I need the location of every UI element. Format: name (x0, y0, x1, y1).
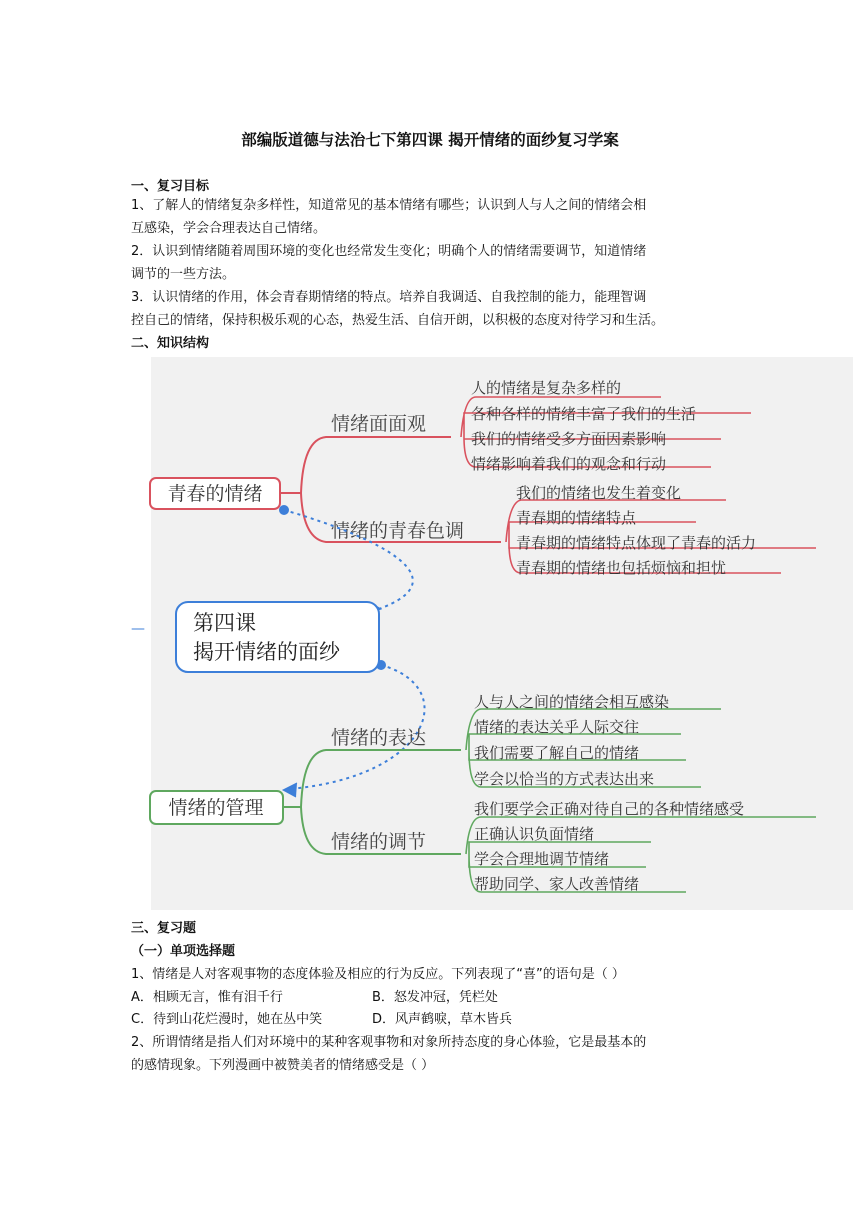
mindmap-bottom-group (150, 693, 816, 893)
center-left-mark: — (131, 621, 145, 637)
leaf-bottom1-2: 情绪的表达关乎人际交往 (474, 718, 640, 736)
goal-item-3-line1: 3．认识情绪的作用，体会青春期情绪的特点。培养自我调适、自我控制的能力，能理智调 (131, 290, 647, 305)
question-1-option-b: B．怒发冲冠，凭栏处 (372, 990, 498, 1005)
node-center-line2: 揭开情绪的面纱 (193, 640, 340, 664)
goal-item-1-line2: 互感染，学会合理表达自己情绪。 (131, 221, 327, 236)
section-heading-goals: 一、复习目标 (131, 179, 210, 194)
mindmap-top-group (150, 379, 816, 577)
node-youth-emotion-label: 青春的情绪 (167, 483, 263, 505)
leaf-top2-3: 青春期的情绪特点体现了青春的活力 (516, 534, 757, 552)
leaf-top1-3: 我们的情绪受多方面因素影响 (471, 430, 667, 448)
leaf-bottom1-1: 人与人之间的情绪会相互感染 (474, 693, 670, 711)
question-2-line1: 2、所谓情绪是指人们对环境中的某种客观事物和对象所持态度的身心体验，它是最基本的 (131, 1035, 647, 1050)
leaf-bottom1-3: 我们需要了解自己的情绪 (474, 744, 640, 762)
goals-list (131, 194, 731, 332)
node-center-line1: 第四课 (193, 611, 256, 635)
section-heading-structure: 二、知识结构 (131, 336, 210, 351)
branch-emotion-expression: 情绪的表达 (331, 727, 427, 749)
leaf-top2-2: 青春期的情绪特点 (516, 509, 637, 527)
page-title: 部编版道德与法治七下第四课 揭开情绪的面纱复习学案 (241, 131, 619, 149)
leaf-bottom2-1: 我们要学会正确对待自己的各种情绪感受 (474, 800, 745, 818)
connector-bottom-branch1 (283, 750, 461, 807)
goal-item-3-line2: 控自己的情绪，保持积极乐观的心态，热爱生活、自信开朗，以积极的态度对待学习和生活。 (131, 313, 665, 328)
question-2-line2: 的感情现象。下列漫画中被赞美者的情绪感受是（ ） (131, 1058, 435, 1073)
connector-top-branch1 (280, 437, 451, 493)
question-1-option-c: C．待到山花烂漫时，她在丛中笑 (131, 1012, 323, 1027)
sub-heading-single-choice: （一）单项选择题 (131, 944, 236, 959)
leaf-top1-2: 各种各样的情绪丰富了我们的生活 (471, 405, 697, 423)
arrow-to-bottom (283, 783, 297, 797)
link-dot-top (279, 505, 289, 515)
question-1-stem: 1、情绪是人对客观事物的态度体验及相应的行为反应。下列表现了“喜”的语句是（ ） (131, 967, 625, 982)
question-1-option-a: A．相顾无言，惟有泪千行 (131, 990, 283, 1005)
leaf-bottom2-2: 正确认识负面情绪 (474, 825, 595, 843)
branch-youth-tone: 情绪的青春色调 (331, 520, 465, 542)
question-1-option-d: D．风声鹤唳，草木皆兵 (372, 1012, 513, 1027)
mindmap-svg (131, 357, 853, 910)
goal-item-2-line1: 2．认识到情绪随着周围环境的变化也经常发生变化；明确个人的情绪需要调节，知道情绪 (131, 244, 647, 259)
knowledge-mindmap (131, 357, 853, 910)
leaf-top2-1: 我们的情绪也发生着变化 (516, 484, 682, 502)
section-heading-review: 三、复习题 (131, 921, 197, 936)
leaf-bottom2-4: 帮助同学、家人改善情绪 (474, 875, 640, 893)
leaf-top1-4: 情绪影响着我们的观念和行动 (471, 455, 667, 473)
branch-emotion-overview: 情绪面面观 (331, 413, 427, 435)
leaf-bottom1-4: 学会以恰当的方式表达出来 (474, 770, 655, 788)
leaf-top2-4: 青春期的情绪也包括烦恼和担忧 (516, 559, 727, 577)
goal-item-1-line1: 1、了解人的情绪复杂多样性，知道常见的基本情绪有哪些；认识到人与人之间的情绪会相 (131, 198, 647, 213)
goal-item-2-line2: 调节的一些方法。 (131, 267, 236, 282)
branch-emotion-regulation: 情绪的调节 (331, 831, 427, 853)
leaf-top1-1: 人的情绪是复杂多样的 (471, 379, 622, 397)
leaf-bottom2-3: 学会合理地调节情绪 (474, 850, 610, 868)
node-emotion-management-label: 情绪的管理 (168, 797, 264, 819)
